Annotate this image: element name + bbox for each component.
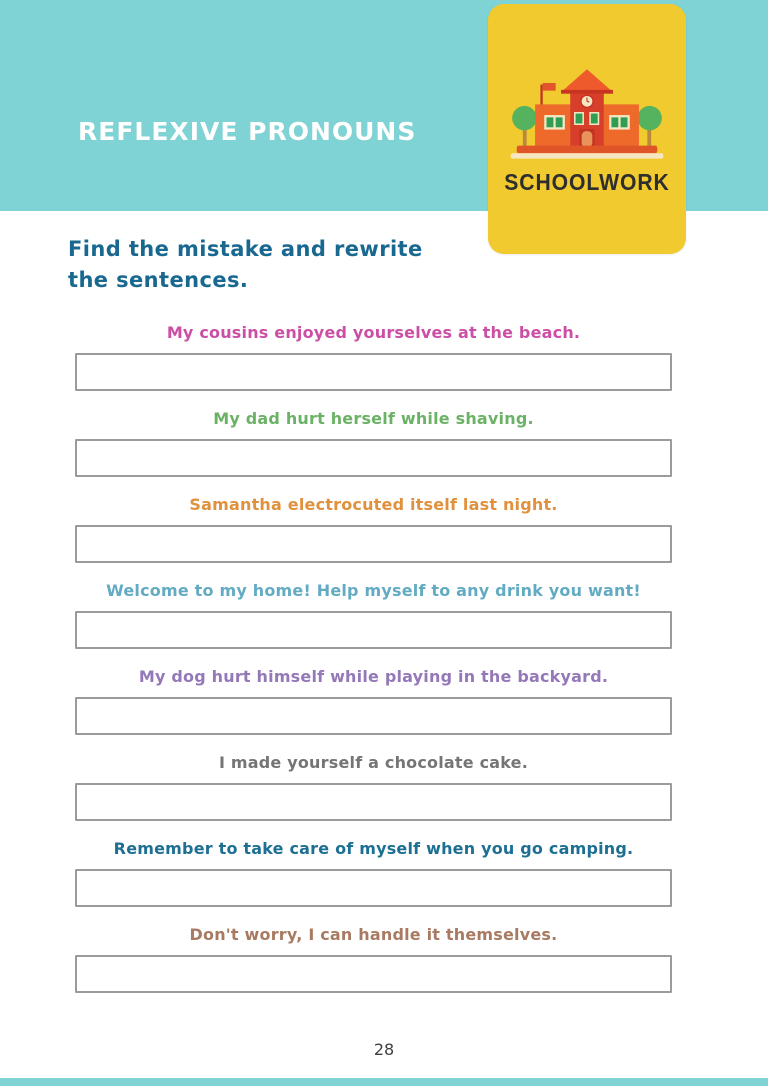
answer-input-7[interactable] [75, 869, 672, 907]
exercise-item-3 [75, 495, 672, 563]
school-building-icon [502, 54, 672, 166]
answer-input-3[interactable] [75, 525, 672, 563]
sentence-text-5: My dog hurt himself while playing in the backyard. [138, 667, 609, 686]
exercise-list [75, 323, 672, 1011]
answer-input-5[interactable] [75, 697, 672, 735]
answer-input-8[interactable] [75, 955, 672, 993]
sentence-text-2: My dad hurt herself while shaving. [213, 409, 534, 428]
exercise-item-1 [75, 323, 672, 391]
answer-input-1[interactable] [75, 353, 672, 391]
answer-input-4[interactable] [75, 611, 672, 649]
sentence-text-6: I made yourself a chocolate cake. [218, 753, 529, 772]
sentence-text-1: My cousins enjoyed yourselves at the beach. [166, 323, 581, 342]
brand-badge-card [488, 4, 686, 254]
answer-input-2[interactable] [75, 439, 672, 477]
answer-input-6[interactable] [75, 783, 672, 821]
footer-band [0, 1078, 768, 1086]
page-title: REFLEXIVE PRONOUNS [78, 117, 417, 146]
exercise-item-4 [75, 581, 672, 649]
page-number: 28 [373, 1040, 395, 1059]
sentence-text-3: Samantha electrocuted itself last night. [189, 495, 558, 514]
instructions-text [68, 234, 423, 296]
exercise-item-7 [75, 839, 672, 907]
exercise-item-5 [75, 667, 672, 735]
instructions-line2: the sentences. [68, 268, 249, 292]
brand-name: SCHOOLWORK [504, 169, 670, 195]
exercise-item-6 [75, 753, 672, 821]
exercise-item-2 [75, 409, 672, 477]
sentence-text-7: Remember to take care of myself when you go camping. [113, 839, 634, 858]
instructions-line1: Find the mistake and rewrite [68, 237, 423, 261]
sentence-text-4: Welcome to my home! Help myself to any drink you want! [106, 581, 641, 600]
sentence-text-8: Don't worry, I can handle it themselves. [189, 925, 558, 944]
exercise-item-8 [75, 925, 672, 993]
